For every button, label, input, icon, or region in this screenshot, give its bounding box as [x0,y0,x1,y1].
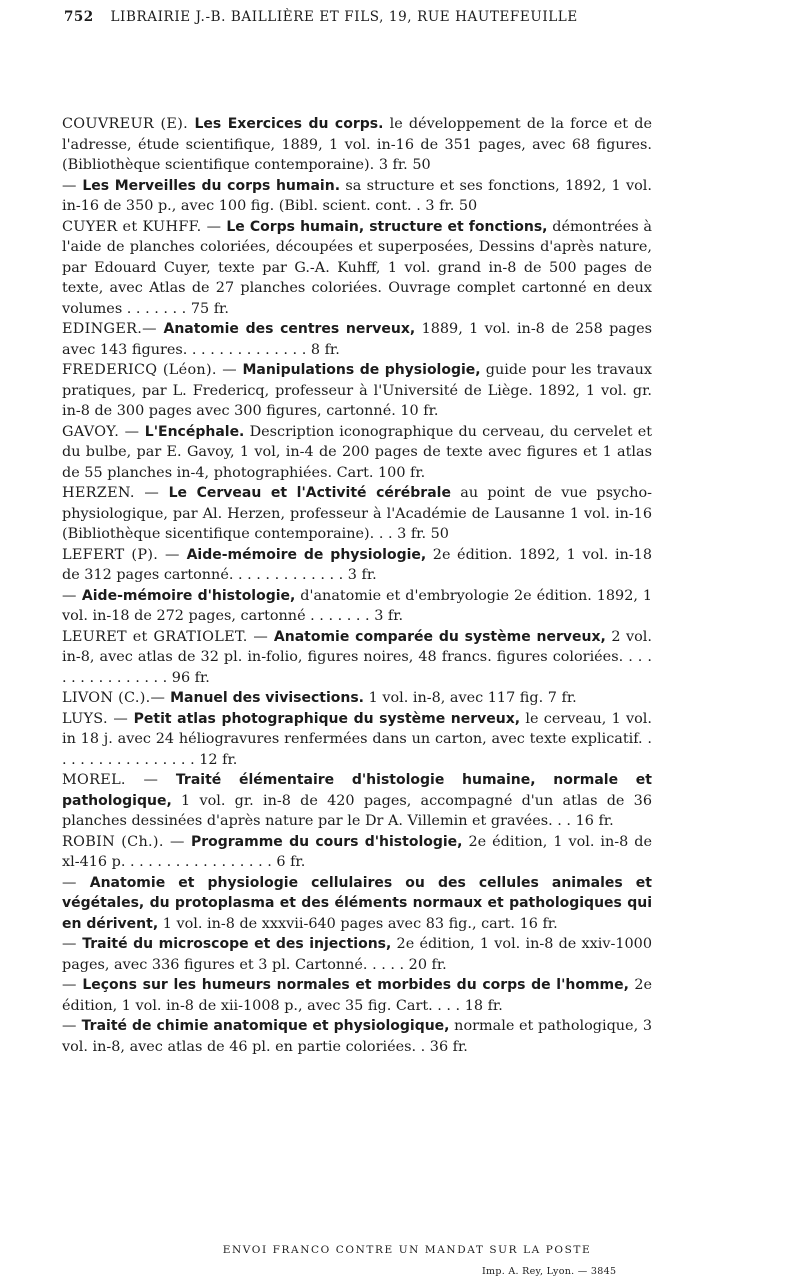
entry-description: 2e édition, 1 vol. in-8 de xxiv-1000 pages, avec 336 figures et 3 pl. Cartonné. . . . . 20 fr. [62,936,652,973]
entry-author: — [62,177,83,194]
entry-description: démontrées à l'aide de planches coloriées, découpées et superposées, Dessins d'après nature, par Edouard Cuyer, texte par G.-A. Kuhff, 1 vol. grand in-8 de 500 pages de texte, avec Atlas de 27 planches coloriées. Ouvrage complet cartonné en deux volumes . . . . . . . 75 fr. [62,218,652,317]
printer-imprint: Imp. A. Rey, Lyon. — 3845 [482,1266,617,1277]
entry-author: — [62,936,83,952]
entry-author: — [62,1018,82,1034]
catalog-list [62,114,652,1057]
entry-author: CUYER et KUHFF. — [62,218,227,235]
entry-title: Anatomie des centres nerveux, [163,321,416,337]
entry-title: Manuel des vivisections. [170,690,365,706]
entry-author: LIVON (C.).— [62,690,171,706]
entry-description: sa structure et ses fonctions, 1892, 1 vol. in-16 de 350 p., avec 100 fig. (Bibl. scient. cont. . 3 fr. 50 [62,177,652,214]
entry-title: Manipulations de physiologie, [242,362,481,378]
entry-author: ROBIN (Ch.). — [62,833,191,850]
entry-title: Traité du microscope et des injections, [82,936,392,952]
catalog-entry [62,770,652,832]
entry-description: normale et pathologique, 3 vol. in-8, avec atlas de 46 pl. en partie coloriées. . 36 fr. [62,1018,652,1055]
entry-author: FREDERICQ (Léon). — [62,362,243,378]
catalog-entry [62,114,652,176]
running-head [64,4,652,30]
entry-title: Aide-mémoire d'histologie, [81,587,296,604]
entry-title: Les Merveilles du corps humain. [82,177,341,194]
entry-description: 2e édition, 1 vol. in-8 de xl-416 p. . . . . . . . . . . . . . . . . 6 fr. [62,833,652,870]
entry-title: Le Corps humain, structure et fonctions, [226,218,548,235]
entry-title: L'Encéphale. [144,423,245,440]
footer-notice: ENVOI FRANCO CONTRE UN MANDAT SUR LA POSTE [222,1244,592,1256]
entry-description: au point de vue psycho-physiologique, par Al. Herzen, professeur à l'Académie de Lausanne 1 vol. in-16 (Bibliothèque sicentifique contemporaine). . . 3 fr. 50 [62,485,652,542]
entry-description: guide pour les travaux pratiques, par L. Fredericq, professeur à l'Université de Liège. 1892, 1 vol. gr. in-8 de 300 pages avec 300 figures, cartonné. 10 fr. [62,362,653,419]
catalog-entry [62,873,652,935]
catalog-entry [62,319,652,360]
entry-description: d'anatomie et d'embryologie 2e édition. 1892, 1 vol. in-18 de 272 pages, cartonné . . . . . . . 3 fr. [62,587,653,624]
entry-description: 1 vol. in-8, avec 117 fig. 7 fr. [364,690,577,706]
catalog-entry [62,176,652,217]
entry-title: Le Cerveau et l'Activité cérébrale [168,485,451,501]
entry-author: — [62,977,83,993]
entry-title: Anatomie et physiologie cellulaires ou des cellules animales et végétales, du protoplasma et des éléments normaux et pathologiques qui en dérivent, [62,874,652,932]
entry-title: Les Exercices du corps. [194,116,384,132]
entry-description: 1 vol. gr. in-8 de 420 pages, accompagné d'un atlas de 36 planches dessinées d'après nature par le Dr A. Villemin et gravées. . . 16 fr. [62,792,652,829]
entry-title: Petit atlas photographique du système nerveux, [133,710,521,727]
catalog-entry [62,1016,652,1057]
entry-description: 1 vol. in-8 de xxxvii-640 pages avec 83 fig., cart. 16 fr. [158,915,558,932]
entry-description: le cerveau, 1 vol. in 18 j. avec 24 héliogravures renfermées dans un carton, avec texte explicatif. . . . . . . . . . . . . . . . . 12 fr. [62,710,652,768]
catalog-entry [62,217,652,320]
catalog-entry [62,934,652,975]
entry-author: — [62,587,82,604]
entry-title: Traité de chimie anatomique et physiologique, [81,1018,450,1034]
catalog-entry [62,688,652,709]
entry-author: HERZEN. — [62,485,169,501]
entry-description: le développement de la force et de l'adresse, étude scientifique, 1889, 1 vol. in-16 de 351 pages, avec 68 figures. (Bibliothèque scientifique contemporaine). 3 fr. 50 [62,116,652,173]
catalog-entry [62,545,652,586]
entry-author: LUYS. — [62,710,134,727]
catalog-entry [62,627,652,689]
entry-description: Description iconographique du cerveau, du cervelet et du bulbe, par E. Gavoy, 1 vol, in-4 de 200 pages de texte avec figures et 1 atlas de 55 planches in-4, photographiées. Cart. 100 fr. [62,423,652,481]
catalog-entry [62,975,652,1016]
page-number: 752 [64,9,94,25]
entry-author: EDINGER.— [62,321,164,337]
entry-title: Leçons sur les humeurs normales et morbides du corps de l'homme, [82,977,629,993]
entry-title: Aide-mémoire de physiologie, [186,546,427,563]
entry-author: LEURET et GRATIOLET. — [62,628,274,645]
entry-title: Traité élémentaire d'histologie humaine, normale et pathologique, [62,772,652,809]
catalog-entry [62,483,652,545]
catalog-entry [62,709,652,771]
entry-author: GAVOY. — [62,423,145,440]
entry-title: Programme du cours d'histologie, [190,833,463,850]
catalog-entry [62,422,652,484]
entry-author: LEFERT (P). — [62,546,187,563]
entry-description: 2e édition. 1892, 1 vol. in-18 de 312 pages cartonné. . . . . . . . . . . . . 3 fr. [62,546,652,583]
entry-author: — [62,874,90,891]
entry-description: 2e édition, 1 vol. in-8 de xii-1008 p., avec 35 fig. Cart. . . . 18 fr. [62,977,652,1014]
catalog-entry [62,586,652,627]
entry-description: 1889, 1 vol. in-8 de 258 pages avec 143 figures. . . . . . . . . . . . . . 8 fr. [62,321,652,358]
entry-description: 2 vol. in-8, avec atlas de 32 pl. in-folio, figures noires, 48 francs. figures coloriées. . . . . . . . . . . . . . . . 96 fr. [62,628,652,686]
catalog-entry [62,360,652,422]
entry-title: Anatomie comparée du système nerveux, [273,628,606,645]
entry-author: COUVREUR (E). [62,116,195,132]
running-title: LIBRAIRIE J.-B. BAILLIÈRE ET FILS, 19, RUE HAUTEFEUILLE [110,9,578,25]
catalog-entry [62,832,652,873]
entry-author: MOREL. — [62,772,176,788]
